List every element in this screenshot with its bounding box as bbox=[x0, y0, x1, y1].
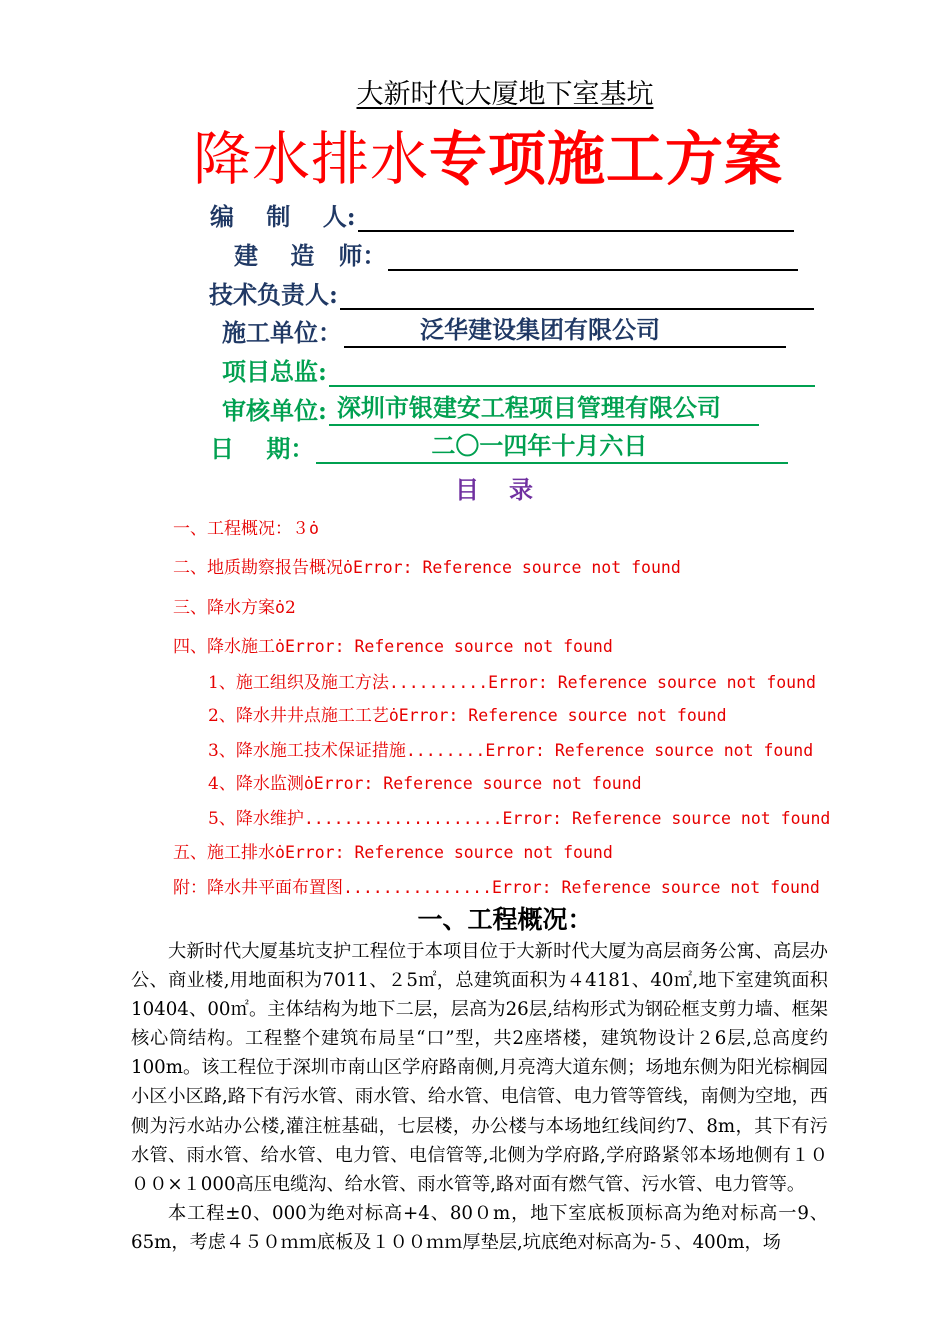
toc-item[interactable] bbox=[173, 514, 319, 539]
review-unit-value: 深圳市银建安工程项目管理有限公司 bbox=[336, 393, 721, 422]
document-title bbox=[193, 112, 783, 196]
body-paragraph: 本工程±0、000为绝对标高+4、80０m，地下室底板顶标高为绝对标高一9、65m，考虑４５０ｍｍ底板及１００ｍｍ厚垫层,坑底绝对标高为-５、400m，场 bbox=[131, 1202, 828, 1253]
toc-item-label: 四、降水施工 bbox=[173, 637, 275, 657]
toc-item-label: 附：降水井平面布置图 bbox=[173, 878, 343, 898]
toc-item-label: 3、降水施工技术保证措施 bbox=[208, 741, 406, 761]
supervisor-line bbox=[329, 357, 815, 387]
toc-item[interactable] bbox=[208, 668, 816, 693]
toc-item[interactable] bbox=[208, 804, 830, 829]
toc-item-dots: ............... bbox=[343, 878, 493, 897]
review-unit-field bbox=[222, 392, 759, 426]
document-subtitle: 大新时代大厦地下室基坑 bbox=[356, 79, 654, 110]
title-part-1: 降水排水 bbox=[193, 125, 430, 193]
date-label: 日 期： bbox=[210, 434, 315, 463]
construction-unit-field bbox=[222, 314, 786, 348]
toc-item-dots: .......... bbox=[388, 673, 489, 692]
toc-item-ref: Error: Reference source not found bbox=[488, 673, 816, 692]
toc-item-label: 五、施工排水 bbox=[173, 843, 275, 863]
toc-item-ref: Error: Reference source not found bbox=[492, 878, 820, 897]
toc-item[interactable] bbox=[208, 701, 727, 726]
compiler-line bbox=[358, 202, 794, 232]
date-field bbox=[210, 430, 788, 464]
toc-item-separator: ȯ bbox=[275, 598, 285, 617]
toc-item-ref: Error: Reference source not found bbox=[284, 637, 613, 656]
toc-item-ref: ３ bbox=[292, 519, 309, 539]
builder-label: 建 造 师： bbox=[234, 241, 387, 270]
toc-item-separator: ȯ bbox=[388, 706, 399, 725]
toc-item-label: 2、降水井井点施工工艺 bbox=[208, 706, 389, 726]
toc-item-label: 三、降水方案 bbox=[173, 598, 275, 618]
tech-lead-field bbox=[209, 276, 814, 310]
supervisor-field bbox=[222, 353, 815, 387]
toc-item-separator: ȯ bbox=[343, 558, 353, 577]
section-body bbox=[131, 937, 828, 1257]
toc-item-label: 一、工程概况： bbox=[173, 519, 292, 539]
review-unit-label: 审核单位: bbox=[222, 396, 327, 425]
toc-item[interactable] bbox=[173, 593, 296, 618]
tech-lead-line bbox=[340, 280, 814, 310]
toc-item-label: 5、降水维护 bbox=[208, 809, 304, 829]
construction-unit-value: 泛华建设集团有限公司 bbox=[420, 315, 660, 344]
toc-item-separator: ȯ bbox=[275, 637, 285, 656]
toc-item[interactable] bbox=[208, 769, 642, 794]
toc-item-label: 二、地质勘察报告概况 bbox=[173, 558, 343, 578]
toc-item-separator: ȯ bbox=[309, 519, 319, 538]
toc-item[interactable] bbox=[173, 553, 681, 578]
toc-item-ref: Error: Reference source not found bbox=[485, 741, 814, 760]
toc-item[interactable] bbox=[208, 736, 813, 761]
toc-item-dots: ........ bbox=[405, 741, 486, 760]
toc-item-ref: 2 bbox=[284, 598, 296, 618]
date-line bbox=[316, 431, 788, 464]
toc-item-ref: Error: Reference source not found bbox=[352, 558, 681, 577]
toc-title: 目录 bbox=[455, 475, 563, 504]
construction-unit-line bbox=[344, 315, 786, 348]
body-paragraph: 大新时代大厦基坑支护工程位于本项目位于大新时代大厦为高层商务公寓、高层办公、商业楼,用地面积为7011、２5㎡，总建筑面积为４4181、40㎡,地下室建筑面积10404、00㎡。主体结构为地下二层，层高为26层,结构形式为钢砼框支剪力墙、框架核心筒结构。工程整个建筑布局呈“口”型，共2座塔楼，建筑物设计２6层,总高度约100m。该工程位于深圳市南山区学府路南侧,月亮湾大道东侧；场地东侧为阳光棕榈园小区小区路,路下有污水管、雨水管、给水管、电信管、电力管等管线，南侧为空地，西侧为污水站办公楼,灌注桩基础，七层楼，办公楼与本场地红线间约7、8m，其下有污水管、雨水管、给水管、电力管、电信管等,北侧为学府路,学府路紧邻本场地侧有１０００×１000高压电缆沟、给水管、雨水管等,路对面有燃气管、污水管、电力管等。 bbox=[131, 941, 828, 1195]
tech-lead-label: 技术负责人: bbox=[209, 280, 338, 309]
toc-item-ref: Error: Reference source not found bbox=[398, 706, 727, 725]
builder-line bbox=[388, 241, 798, 271]
compiler-label: 编 制 人: bbox=[210, 202, 356, 231]
review-unit-line bbox=[329, 393, 759, 426]
toc-item-ref: Error: Reference source not found bbox=[502, 809, 831, 828]
compiler-field bbox=[210, 198, 794, 232]
construction-unit-label: 施工单位： bbox=[222, 318, 342, 347]
supervisor-label: 项目总监: bbox=[222, 357, 327, 386]
toc-item-label: 4、降水监测 bbox=[208, 774, 304, 794]
section-heading: 一、工程概况： bbox=[417, 905, 593, 934]
toc-item-ref: Error: Reference source not found bbox=[313, 774, 642, 793]
builder-field bbox=[234, 237, 798, 271]
toc-item[interactable] bbox=[173, 632, 613, 657]
toc-item-separator: ȯ bbox=[275, 843, 285, 862]
toc-item-label: 1、施工组织及施工方法 bbox=[208, 673, 389, 693]
toc-item[interactable] bbox=[173, 838, 613, 863]
toc-item-dots: .................... bbox=[303, 809, 503, 828]
title-part-2: 专项施工方案 bbox=[429, 125, 784, 193]
date-value: 二〇一四年十月六日 bbox=[431, 431, 648, 460]
toc-item[interactable] bbox=[173, 873, 820, 898]
toc-item-ref: Error: Reference source not found bbox=[284, 843, 613, 862]
toc-item-separator: ȯ bbox=[303, 774, 314, 793]
